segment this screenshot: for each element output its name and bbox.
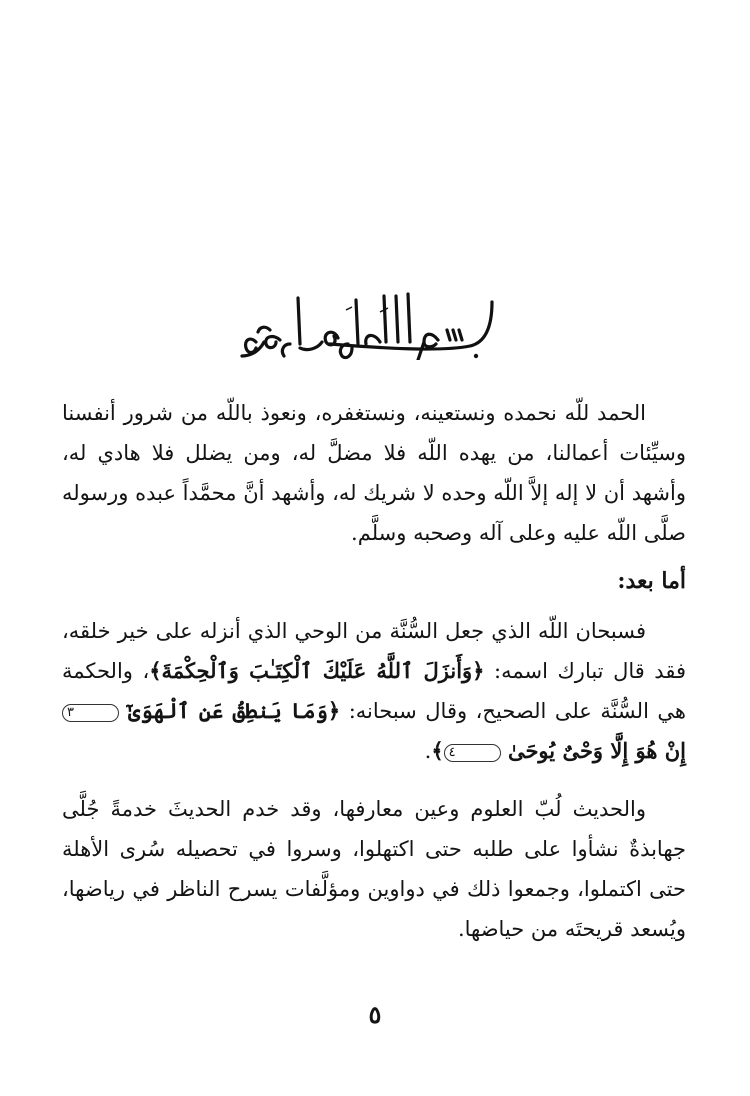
quran-verse-2-part-b: إِنْ هُوَ إِلَّا وَحْىٌ يُوحَىٰ <box>500 738 686 763</box>
sunnah-text-b: ، والحكمة هي السُّنَّة على الصحيح، وقال سبحانه: <box>62 659 686 723</box>
sunnah-paragraph <box>62 611 686 771</box>
basmala-calligraphy-icon <box>230 282 500 360</box>
section-heading: أما بعد: <box>617 568 686 594</box>
sunnah-text-a: فسبحان اللّه الذي جعل السُّنَّة من الوحي الذي أنزله على خير خلقه، فقد قال تبارك اسمه: <box>62 619 686 683</box>
basmala-calligraphy <box>230 282 500 360</box>
main-text <box>62 393 686 949</box>
quran-verse-2-part-c: ﴾ <box>431 738 444 763</box>
quran-verse-2-part-a: ﴿وَمَا يَنطِقُ عَنِ ٱلْهَوَىٰٓ <box>118 698 341 723</box>
hadith-paragraph: والحديث لُبّ العلوم وعين معارفها، وقد خدم الحديثَ خدمةً جُلَّى جهابذةٌ نشأوا على طلبه حتى اكتهلوا، وسروا في تحصيله سُرى الأهلة حتى اكتملوا، وجمعوا ذلك في دواوين ومؤلَّفات يسرح الناظر في رياضها، ويُسعد قريحتَه من حياضها. <box>62 797 686 941</box>
ayah-number-marker: ٣ <box>62 704 119 722</box>
quran-verse-1: ﴿وَأَنزَلَ ٱللَّهُ عَلَيْكَ ٱلْكِتَـٰبَ وَٱلْحِكْمَةَ﴾ <box>149 658 485 683</box>
ayah-number-marker: ٤ <box>444 744 501 762</box>
sunnah-text-end: . <box>424 739 432 763</box>
intro-paragraph: الحمد للّه نحمده ونستعينه، ونستغفره، ونعوذ باللّه من شرور أنفسنا وسيِّئات أعمالنا، من يهده اللّه فلا مضلَّ له، ومن يضلل فلا هادي له، وأشهد أن لا إله إلاَّ اللّه وحده لا شريك له، وأشهد أنَّ محمَّداً عبده ورسوله صلَّى اللّه عليه وعلى آله وصحبه وسلَّم. <box>62 401 686 545</box>
page-number: ٥ <box>368 1000 382 1029</box>
